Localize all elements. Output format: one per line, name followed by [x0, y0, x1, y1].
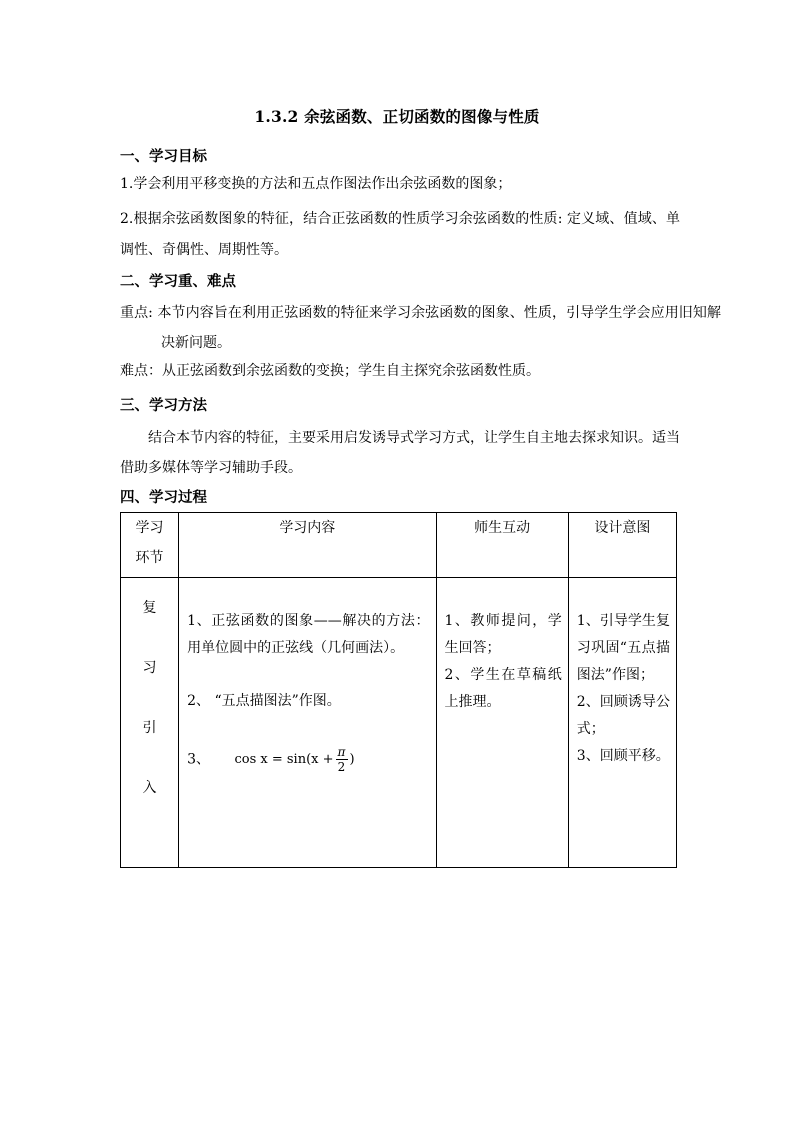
content-item-2: 2、 “五点描图法”作图。 [187, 693, 341, 709]
formula-fraction [336, 745, 348, 774]
section-heading-goals: 一、学习目标 [120, 148, 207, 165]
stage-cell [121, 578, 179, 868]
stage-char: 习 [142, 660, 157, 676]
table-header-content: 学习内容 [179, 513, 436, 578]
stage-char: 引 [142, 720, 157, 736]
interaction-item-2: 2、学生在草稿纸上推理。 [444, 667, 562, 710]
goal-item-1: 1.学会利用平移变换的方法和五点作图法作出余弦函数的图象； [120, 176, 512, 192]
content-cell [179, 578, 436, 868]
page-title: 1.3.2 余弦函数、正切函数的图像与性质 [254, 107, 540, 126]
formula-lhs: cos x = sin(x + [234, 752, 334, 767]
intent-item-1: 1、引导学生复习巩固“五点描图法”作图； [576, 613, 670, 683]
table-header-stage: 学习环节 [121, 513, 179, 578]
intent-item-3: 3、回顾平移。 [576, 748, 670, 764]
formula-rhs: ) [349, 752, 355, 767]
learning-process-table [120, 512, 677, 868]
difficult-point-text: 难点：从正弦函数到余弦函数的变换；学生自主探究余弦函数性质。 [120, 363, 540, 379]
content-item-3: 3、 cos x = sin(x + $\frac{\pi}{2}$ ) [187, 745, 355, 774]
section-heading-key-points: 二、学习重、难点 [120, 273, 236, 290]
interaction-cell [436, 578, 568, 868]
table-header-intent: 设计意图 [568, 513, 676, 578]
method-text: 结合本节内容的特征，主要采用启发诱导式学习方式，让学生自主地去探求知识。适当借助多媒体等学习辅助手段。 [120, 430, 680, 476]
intent-cell [568, 578, 676, 868]
table-header-interaction: 师生互动 [436, 513, 568, 578]
cos-sin-formula [234, 745, 354, 774]
section-heading-process: 四、学习过程 [120, 489, 207, 506]
content-item-1: 1、正弦函数的图象——解决的方法：用单位圆中的正弦线（几何画法）。 [187, 613, 430, 656]
formula-numerator: π [337, 745, 346, 759]
formula-denominator: 2 [337, 760, 346, 774]
stage-char: 入 [142, 780, 157, 796]
section-heading-method: 三、学习方法 [120, 397, 207, 414]
intent-item-2: 2、回顾诱导公式； [576, 694, 670, 737]
stage-char: 复 [142, 600, 157, 616]
interaction-item-1: 1、教师提问，学生回答； [444, 613, 562, 656]
key-point-text: 重点: 本节内容旨在利用正弦函数的特征来学习余弦函数的图象、性质，引导学生学会应用旧知解决新问题。 [120, 305, 721, 351]
goal-item-2: 2.根据余弦函数图象的特征，结合正弦函数的性质学习余弦函数的性质: 定义域、值域、单调性、奇偶性、周期性等。 [120, 211, 680, 258]
